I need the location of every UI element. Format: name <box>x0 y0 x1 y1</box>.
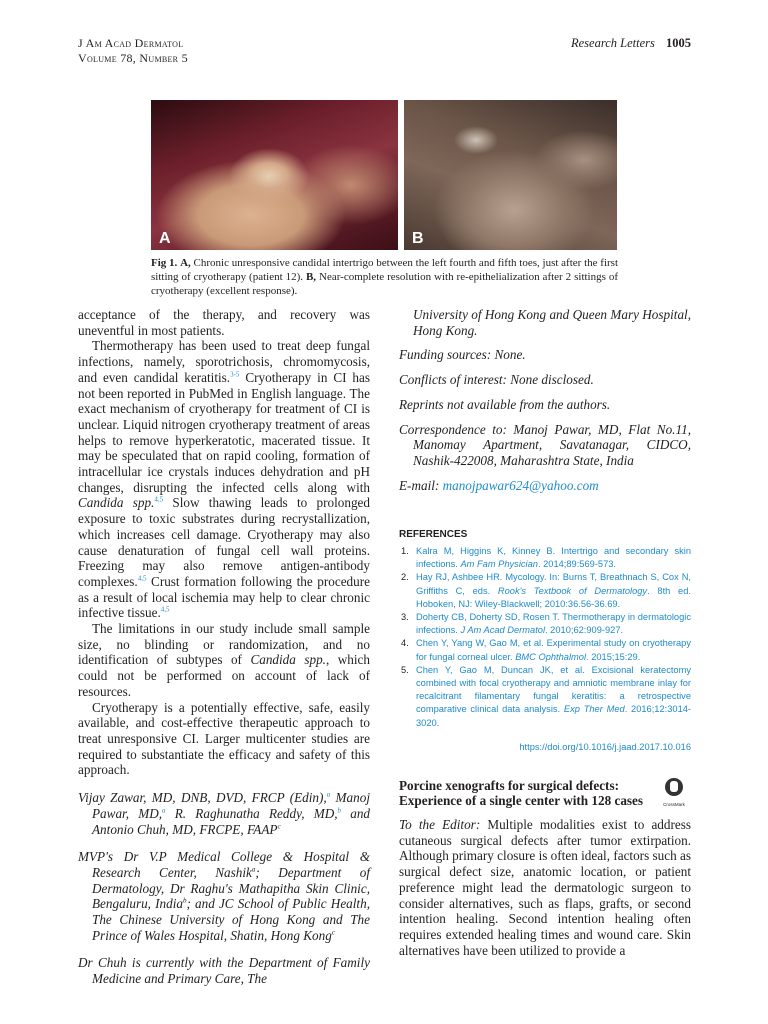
correspondence: Correspondence to: Manoj Pawar, MD, Flat No.11, Manomay Apartment, Savatanagar, CIDCO, Nashik-422008, Maharashtra State, India <box>399 421 691 468</box>
conflicts-of-interest: Conflicts of interest: None disclosed. <box>399 372 594 388</box>
figure-panel-b-photo <box>404 100 617 250</box>
affiliation-link[interactable]: c <box>277 822 281 831</box>
author-name: Vijay Zawar, MD, DNB, DVD, FRCP (Edin), <box>78 790 327 806</box>
panel-a-label: A <box>159 230 171 247</box>
reference-number: 5. <box>401 664 409 675</box>
reference-journal: Rook's Textbook of Dermatology <box>497 585 648 596</box>
text-run: Thermotherapy has been used to treat deep fungal infections, namely, sporotrichosis, chromomycosis, and even candidal keratitis. <box>78 338 370 385</box>
author-name: Manoj Pawar, MD, <box>92 790 370 821</box>
reference-text: Doherty CB, Doherty SD, Rosen T. Thermotherapy in dermatologic infections. <box>416 612 691 636</box>
author-name: R. Raghunatha Reddy, MD, <box>165 805 338 821</box>
panel-b-label: B <box>412 230 424 247</box>
reference-details: . 2010;62:909-927. <box>545 625 624 636</box>
reference-item[interactable] <box>399 571 691 611</box>
affiliation-marker: a <box>251 865 256 874</box>
page-number: 1005 <box>666 36 691 50</box>
current-affiliation-continued: University of Hong Kong and Queen Mary Hospital, Hong Kong. <box>413 307 691 338</box>
text-run: Crust formation following the procedure as a result of local ischemia may help to clear chronic infective tissue. <box>78 573 370 621</box>
reference-item[interactable] <box>399 664 691 730</box>
citation-link[interactable]: 4,5 <box>137 574 147 583</box>
reference-journal: J Am Acad Dermatol <box>460 625 546 636</box>
affiliation-marker: c <box>331 928 335 937</box>
citation-link[interactable]: 3-5 <box>230 370 240 379</box>
paragraph-thermotherapy <box>78 338 370 621</box>
caption-a-label: A, <box>180 257 191 269</box>
reference-text: Chen Y, Gao M, Duncan JK, et al. Excisional keratectomy combined with focal cryotherapy and amniotic membrane inlay for recalcitrant filamentary fungal keratitis: a retrospective comparative clinical data analysis. <box>416 664 691 715</box>
reference-journal: BMC Ophthalmol <box>515 651 587 662</box>
caption-b-label: B, <box>305 271 317 284</box>
next-article-body <box>399 817 691 958</box>
paragraph-conclusion: Cryotherapy is a potentially effective, safe, easily available, and cost-effective therapeutic approach to treat unresponsive CI. Larger multicenter studies are required to substantiate the efficacy and safety of this approach. <box>78 699 370 778</box>
reference-text: Hay RJ, Ashbee HR. Mycology. In: Burns T, Breathnach S, Cox N, Griffiths C, eds. <box>416 572 691 596</box>
current-affiliation: Dr Chuh is currently with the Department of Family Medicine and Primary Care, The <box>78 955 370 987</box>
journal-header <box>78 36 188 66</box>
page-header-right <box>571 36 691 51</box>
reference-details: . 2014;89:569-573. <box>537 559 617 570</box>
references-list <box>399 545 691 730</box>
crossmark-icon <box>665 778 683 796</box>
crossmark-badge[interactable] <box>661 778 687 813</box>
reference-item[interactable] <box>399 611 691 637</box>
reference-text: Chen Y, Yang W, Gao M, et al. Experimental study on cryotherapy for fungal corneal ulcer. <box>416 638 691 662</box>
affiliation-marker: b <box>182 896 187 905</box>
text-run: Cryotherapy in CI has not been reported in PubMed in English language. The exact mechanism of cryotherapy for treatment of CI is unclear. Liquid nitrogen cryotherapy treatment of areas helps to remove hyperkeratotic, macerated tissue. It may be speculated that on rapid cooling, formation of intracellular ice crystals induces dehydration and pH changes, disrupting the infected cells along with <box>78 369 370 495</box>
reference-journal: Am Fam Physician <box>460 559 538 570</box>
reference-details: . 2015;15:29. <box>586 651 641 662</box>
reference-item[interactable] <box>399 545 691 571</box>
email-link[interactable]: manojpawar624@yahoo.com <box>442 477 599 493</box>
italic-term: Candida spp. <box>250 652 326 668</box>
next-article-title: Porcine xenografts for surgical defects: Experience of a single center with 128 cases <box>399 777 644 809</box>
reference-number: 1. <box>401 546 409 557</box>
doi-link[interactable]: https://doi.org/10.1016/j.jaad.2017.10.016 <box>519 741 691 752</box>
citation-link[interactable]: 4,5 <box>160 605 170 614</box>
author-list <box>78 790 370 837</box>
reference-details: . 8th ed. Hoboken, NJ: Wiley-Blackwell; 2010:36.56-36.69. <box>416 585 691 609</box>
figure-caption <box>151 256 618 299</box>
to-the-editor: To the Editor: <box>399 816 481 832</box>
journal-name: J Am Acad Dermatol <box>78 36 184 50</box>
reference-number: 3. <box>401 612 409 623</box>
right-column <box>399 307 691 958</box>
journal-volume: Volume 78, Number 5 <box>78 51 188 65</box>
affiliation-link[interactable]: a <box>162 806 166 815</box>
left-column <box>78 307 370 987</box>
affiliation-link[interactable]: b <box>337 806 342 815</box>
reference-journal: Exp Ther Med <box>563 704 625 715</box>
italic-term: Candida spp. <box>78 495 155 511</box>
funding-sources: Funding sources: None. <box>399 347 526 363</box>
reference-item[interactable] <box>399 637 691 663</box>
citation-link[interactable]: 4,5 <box>154 496 164 505</box>
affiliation-text: MVP's Dr V.P Medical College & Hospital & Research Center, Nashik <box>78 849 370 880</box>
reference-text: Kalra M, Higgins K, Kinney B. Intertrigo and secondary skin infections. <box>416 546 691 570</box>
text-run: Slow thawing leads to prolonged exposure to toxic substrates during recrystallization, which increases cell damage. Cryotherapy may also cause denaturation of fungal cell wall proteins. Freezing may also remove antigen-antibody complexes. <box>78 495 370 589</box>
reference-number: 4. <box>401 638 409 649</box>
affiliation-text: ; and JC School of Public Health, The Chinese University of Hong Kong and The Prince of Wales Hospital, Shatin, Hong Kong <box>92 896 370 943</box>
affiliation-text: ; Department of Dermatology, Dr Raghu's Mathapitha Skin Clinic, Bengaluru, India <box>92 864 370 912</box>
references-heading: REFERENCES <box>399 529 468 541</box>
reprints-note: Reprints not available from the authors. <box>399 396 611 412</box>
paragraph-limitations <box>78 621 370 700</box>
crossmark-label: CrossMark <box>663 801 685 807</box>
paragraph-acceptance: acceptance of the therapy, and recovery was uneventful in most patients. <box>78 307 370 338</box>
caption-a-text: Chronic unresponsive candidal intertrigo between the left fourth and fifth toes, just after the first sitting of cryotherapy (patient 12). <box>151 257 619 284</box>
email-line <box>399 478 691 494</box>
affiliations <box>78 849 370 943</box>
reference-details: . 2016;12:3014-3020. <box>416 704 692 728</box>
caption-fig-label: Fig 1. <box>151 257 178 269</box>
text-run: , which could not be performed on account of lack of resources. <box>78 652 371 699</box>
figure-panel-a-photo <box>151 100 398 250</box>
text-run: The limitations in our study include small sample size, no blinding or randomization, and no identification of subtypes of <box>78 621 370 668</box>
text-run: Multiple modalities exist to address cutaneous surgical defects after tumor extirpation. Although primary closure is often ideal, factors such as surgical defect size, anatomic location, or patient preference might lead the dermatologic surgeon to consider alternatives, such as flaps, grafts, or second intention healing. Second intention healing often requires extended healing times and wound care. Skin alternatives have been utilized to provide a <box>399 816 692 958</box>
caption-b-text: Near-complete resolution with re-epithelialization after 2 sittings of cryotherapy (excellent response). <box>151 271 619 298</box>
reference-number: 2. <box>401 572 409 583</box>
next-article-header <box>399 778 691 809</box>
author-name: and Antonio Chuh, MD, FRCPE, FAAP <box>92 805 371 837</box>
email-label: E-mail: <box>399 477 443 493</box>
affiliation-link[interactable]: a <box>326 790 331 799</box>
section-name: Research Letters <box>570 36 655 50</box>
